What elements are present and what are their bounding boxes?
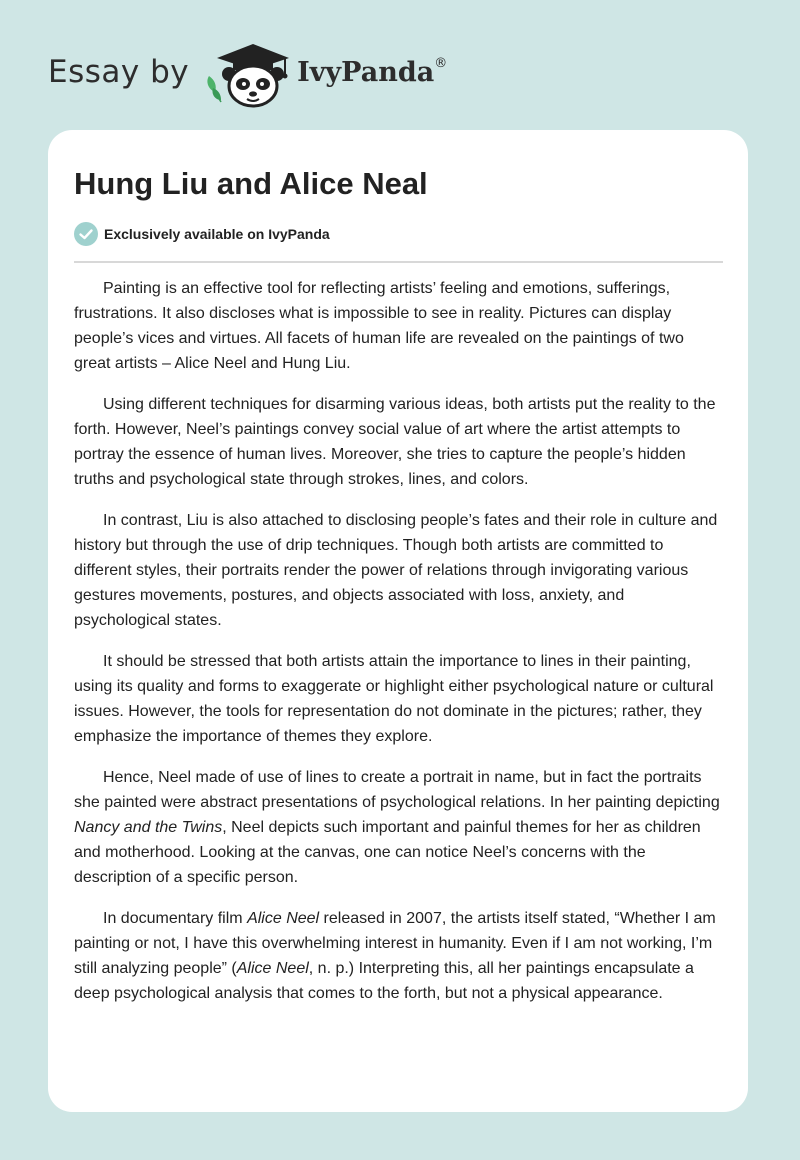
work-title: Nancy and the Twins bbox=[74, 819, 223, 836]
citation-title: Alice Neel bbox=[236, 960, 309, 977]
site-header bbox=[48, 36, 468, 108]
paragraph: Hence, Neel made of use of lines to create a portrait in name, but in fact the portraits she painted were abstract presentations of psychological relations. In her painting depicting Nancy and the Twins, Neel depicts such important and painful themes for her as children and motherhood. Looking at the canvas, one can notice Neel’s concerns with the description of a specific person. bbox=[74, 769, 720, 886]
paragraph: Using different techniques for disarming various ideas, both artists put the reality to the forth. However, Neel’s paintings convey social value of art where the artist attempts to portray the essence of human lives. Moreover, she tries to capture the people’s hidden truths and psychological state through strokes, lines, and colors. bbox=[74, 396, 716, 488]
check-circle-icon bbox=[74, 222, 98, 246]
divider bbox=[74, 261, 723, 263]
paragraph: It should be stressed that both artists attain the importance to lines in their painting, using its quality and forms to exaggerate or highlight either psychological nature or cultural issues. However, the tools for representation do not dominate in the pictures; rather, they emphasize the importance of themes they explore. bbox=[74, 653, 714, 745]
exclusive-badge bbox=[74, 222, 330, 246]
panda-graduate-icon[interactable] bbox=[203, 36, 295, 108]
film-title: Alice Neel bbox=[247, 910, 320, 927]
paragraph: In documentary film Alice Neel released in 2007, the artists itself stated, “Whether I am painting or not, I have this overwhelming interest in humanity. Even if I am not working, I’m still analyzing people” (Alice Neel, n. p.) Interpreting this, all her paintings encapsulate a deep psychological analysis that comes to the forth, but not a physical appearance. bbox=[74, 910, 716, 1002]
paragraph: In contrast, Liu is also attached to disclosing people’s fates and their role in culture and history but through the use of drip techniques. Though both artists are committed to different styles, their portraits render the power of relations through invigorating various gestures movements, postures, and objects associated with loss, anxiety, and psychological states. bbox=[74, 512, 718, 629]
badge-label: Exclusively available on IvyPanda bbox=[104, 226, 330, 242]
essay-body bbox=[74, 276, 724, 1022]
brand-name[interactable]: IvyPanda® bbox=[297, 56, 448, 88]
registered-mark: ® bbox=[434, 56, 448, 71]
paragraph: Painting is an effective tool for reflecting artists’ feeling and emotions, sufferings, frustrations. It also discloses what is impossible to see in reality. Pictures can display people’s vices and virtues. All facets of human life are revealed on the paintings of two great artists – Alice Neel and Hung Liu. bbox=[74, 280, 684, 372]
page-title: Hung Liu and Alice Neal bbox=[74, 166, 428, 201]
essay-by-label: Essay by bbox=[48, 54, 190, 90]
essay-card bbox=[48, 130, 748, 1112]
